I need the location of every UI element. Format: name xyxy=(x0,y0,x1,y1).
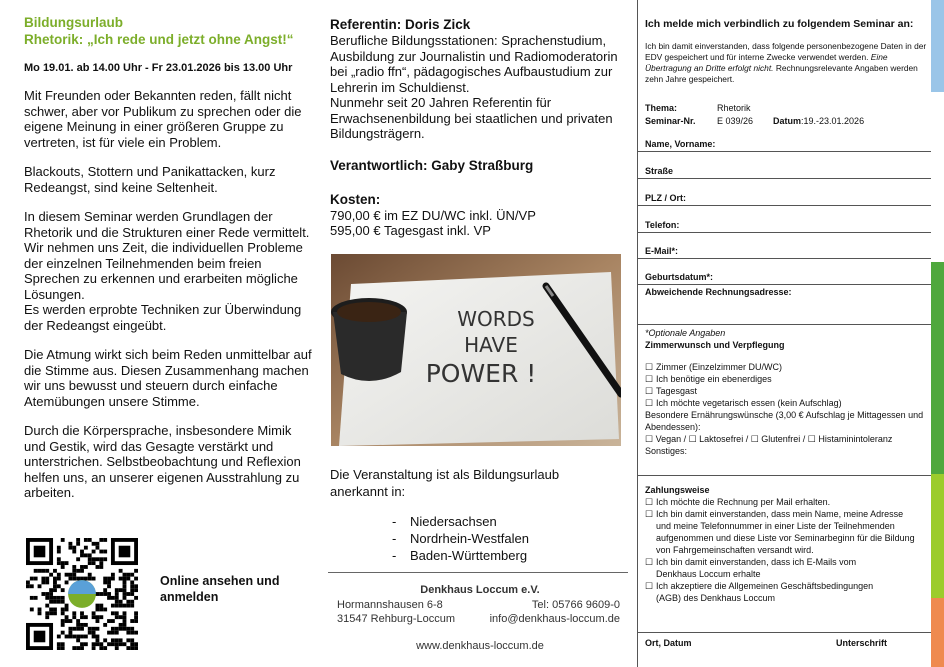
diet-label: Besondere Ernährungswünsche (3,00 € Aufschlag je Mittagessen und Abendessen): xyxy=(645,410,924,432)
checkbox-single-room[interactable]: ☐ Zimmer (Einzelzimmer DU/WC) xyxy=(645,362,782,372)
costs-heading: Kosten: xyxy=(330,191,381,207)
seminar-category: Bildungsurlaub xyxy=(24,15,123,30)
billing-address-field[interactable]: Abweichende Rechnungsadresse: xyxy=(638,285,931,325)
referent-heading: Referentin: Doris Zick xyxy=(330,17,471,32)
checkbox-carpool-list[interactable]: ☐ Ich bin damit einverstanden, dass mein Name, meine Adresse und meine Telefonnummer in einer Liste der Teilnehmenden aufgenommen und diese Liste vor Seminarbeginn für die Bildung von Fahrgemeinschaften versandt wird. xyxy=(645,509,915,555)
qr-code-icon xyxy=(26,538,138,650)
color-bar-segment xyxy=(931,262,944,474)
cost-single-room: 790,00 € im EZ DU/WC inkl. ÜN/VP xyxy=(330,207,536,223)
payment-section: Zahlungsweise ☐ Ich möchte die Rechnung per Mail erhalten. ☐ Ich bin damit einverstanden, dass mein Name, meine Adresse und meine Telefonnummer in einer Liste der Teilnehmenden aufgenommen und diese Liste vor Seminarbeginn für die Bildung von Fahrgemeinschaften versandt wird. ☐ Ich bin damit einverstanden, dass ich E-Mails vom Denkhaus Loccum erhalte ☐ Ich akzeptiere die Allgemeinen Geschäftsbedingungen (AGB) des Denkhaus Loccum xyxy=(645,484,929,604)
list-item: - Niedersachsen xyxy=(392,514,497,529)
cost-day-guest: 595,00 € Tagesgast inkl. VP xyxy=(330,223,491,238)
photo-text-line: WORDS xyxy=(457,307,535,331)
section-divider xyxy=(638,632,931,633)
list-item: - Baden-Württemberg xyxy=(392,548,528,563)
photo-text-line: HAVE xyxy=(464,333,518,357)
zip-city-field[interactable]: PLZ / Ort: xyxy=(638,179,931,206)
signature-label: Unterschrift xyxy=(836,638,888,648)
email-link[interactable]: info@denkhaus-loccum.de xyxy=(489,613,620,625)
footer-divider xyxy=(328,572,628,573)
responsible-person: Verantwortlich: Gaby Straßburg xyxy=(330,157,534,173)
email-field[interactable]: E-Mail*: xyxy=(638,233,931,259)
recognition-text: Die Veranstaltung ist als Bildungsurlaub anerkannt in: xyxy=(330,467,560,499)
registration-form xyxy=(637,0,930,667)
description-paragraph: Es werden erprobte Techniken zur Überwindung der Redeangst eingeübt. xyxy=(24,302,302,333)
photo-text-line: POWER ! xyxy=(425,359,537,388)
online-register-label: Online ansehen und anmelden xyxy=(160,574,280,604)
description-paragraph: Die Atmung wirkt sich beim Reden unmittelbar auf die Stimme aus. Diesen Zusammenhang machen wir uns bewusst und steuern durch einfache Atemübungen unsere Stimme. xyxy=(24,347,312,409)
color-bar-segment xyxy=(931,92,944,262)
diet-options[interactable]: ☐ Vegan / ☐ Laktosefrei / ☐ Glutenfrei / ☐ Histaminintoleranz xyxy=(645,434,893,444)
phone: Tel: 05766 9609-0 xyxy=(531,599,620,611)
seminar-dates: Mo 19.01. ab 14.00 Uhr - Fr 23.01.2026 bis 13.00 Uhr xyxy=(24,62,293,74)
form-heading: Ich melde mich verbindlich zu folgendem Seminar an: xyxy=(645,18,914,30)
words-have-power-photo xyxy=(331,254,621,446)
contact xyxy=(484,598,620,626)
checkbox-vegetarian[interactable]: ☐ Ich möchte vegetarisch essen (kein Aufschlag) xyxy=(645,398,842,408)
place-date-label: Ort, Datum xyxy=(645,638,692,648)
checkbox-invoice-mail[interactable]: ☐ Ich möchte die Rechnung per Mail erhalten. xyxy=(645,497,831,507)
qr-code[interactable] xyxy=(26,538,138,650)
birthdate-field[interactable]: Geburtsdatum*: xyxy=(638,259,931,285)
name-field[interactable]: Name, Vorname: xyxy=(638,124,931,152)
list-item: - Nordrhein-Westfalen xyxy=(392,531,529,546)
description-paragraph: Durch die Körpersprache, insbesondere Mimik und Gestik, wird das Gesagte verstärkt und unterstrichen. Selbstbeobachtung und Reflexion helfen uns, an unserer eigenen Ausstrahlung zu arbeiten. xyxy=(24,423,301,500)
data-consent-text: Ich bin damit einverstanden, dass folgende personenbezogene Daten in der EDV gespeichert und für interne Zwecke verwendet werden. Eine Übertragung an Dritte erfolgt nicht. Rechnungsrelevante Angaben werden zehn Jahre gespeichert. xyxy=(645,41,927,84)
other-label: Sonstiges: xyxy=(645,446,688,456)
room-and-meals: *Optionale Angaben Zimmerwunsch und Verpflegung ☐ Zimmer (Einzelzimmer DU/WC) ☐ Ich benötige ein ebenerdiges ☐ Tagesgast ☐ Ich möchte vegetarisch essen (kein Aufschlag) Besondere Ernährungswünsche (3,00 € Aufschlag je Mittagessen und Abendessen): ☐ Vegan / ☐ Laktosefrei / ☐ Glutenfrei / ☐ Histaminintoleranz Sonstiges: xyxy=(645,327,929,457)
description-paragraph: Wir nehmen uns Zeit, die individuellen Probleme der einzelnen Teilnehmenden beim freien Sprechen zu erkennen und erarbeiten mögliche Lösungen. xyxy=(24,240,303,302)
website-link[interactable]: www.denkhaus-loccum.de xyxy=(416,640,544,652)
address: Hormannshausen 6-8 31547 Rehburg-Loccum xyxy=(337,599,456,625)
checkbox-ground-floor[interactable]: ☐ Ich benötige ein ebenerdiges xyxy=(645,374,772,384)
color-bar-segment xyxy=(931,474,944,598)
street-field[interactable]: Straße xyxy=(638,152,931,179)
checkbox-agb[interactable]: ☐ Ich akzeptiere die Allgemeinen Geschäftsbedingungen (AGB) des Denkhaus Loccum xyxy=(645,581,874,603)
seminar-info: Thema: Rhetorik Seminar-Nr. E 039/26 Datum:19.-23.01.2026 xyxy=(645,103,865,126)
description-paragraph: Blackouts, Stottern und Panikattacken, kurz Redeangst, sind keine Seltenheit. xyxy=(24,164,276,195)
checkbox-day-guest[interactable]: ☐ Tagesgast xyxy=(645,386,698,396)
organization-name: Denkhaus Loccum e.V. xyxy=(420,584,540,596)
description-paragraph: In diesem Seminar werden Grundlagen der Rhetorik und die Strukturen einer Rede vermittelt. xyxy=(24,209,310,240)
phone-field[interactable]: Telefon: xyxy=(638,206,931,233)
states-list xyxy=(392,513,529,564)
section-divider xyxy=(638,475,931,476)
seminar-details xyxy=(330,17,630,239)
color-bar-segment xyxy=(931,0,944,92)
seminar-title: Rhetorik: „Ich rede und jetzt ohne Angst!“ xyxy=(24,32,294,47)
seminar-description xyxy=(24,14,316,501)
checkbox-emails[interactable]: ☐ Ich bin damit einverstanden, dass ich E-Mails vom Denkhaus Loccum erhalte xyxy=(645,557,857,579)
referent-bio: Berufliche Bildungsstationen: Sprachenstudium, Ausbildung zur Journalistin und Radiomoderatorin bei „radio ffn“, pädagogisches Aufbaustudium zur Lehrerin im Schuldienst. xyxy=(330,33,618,95)
description-paragraph: Mit Freunden oder Bekannten reden, fällt nicht schwer, aber vor Publikum zu sprechen oder die eigene Meinung in einer größeren Gruppe zu vertreten, ist für viele ein Problem. xyxy=(24,88,302,150)
referent-bio: Nunmehr seit 20 Jahren Referentin für Erwachsenenbildung bei staatlichen und privaten Bildungsträgern. xyxy=(330,95,613,141)
color-bar-segment xyxy=(931,598,944,667)
